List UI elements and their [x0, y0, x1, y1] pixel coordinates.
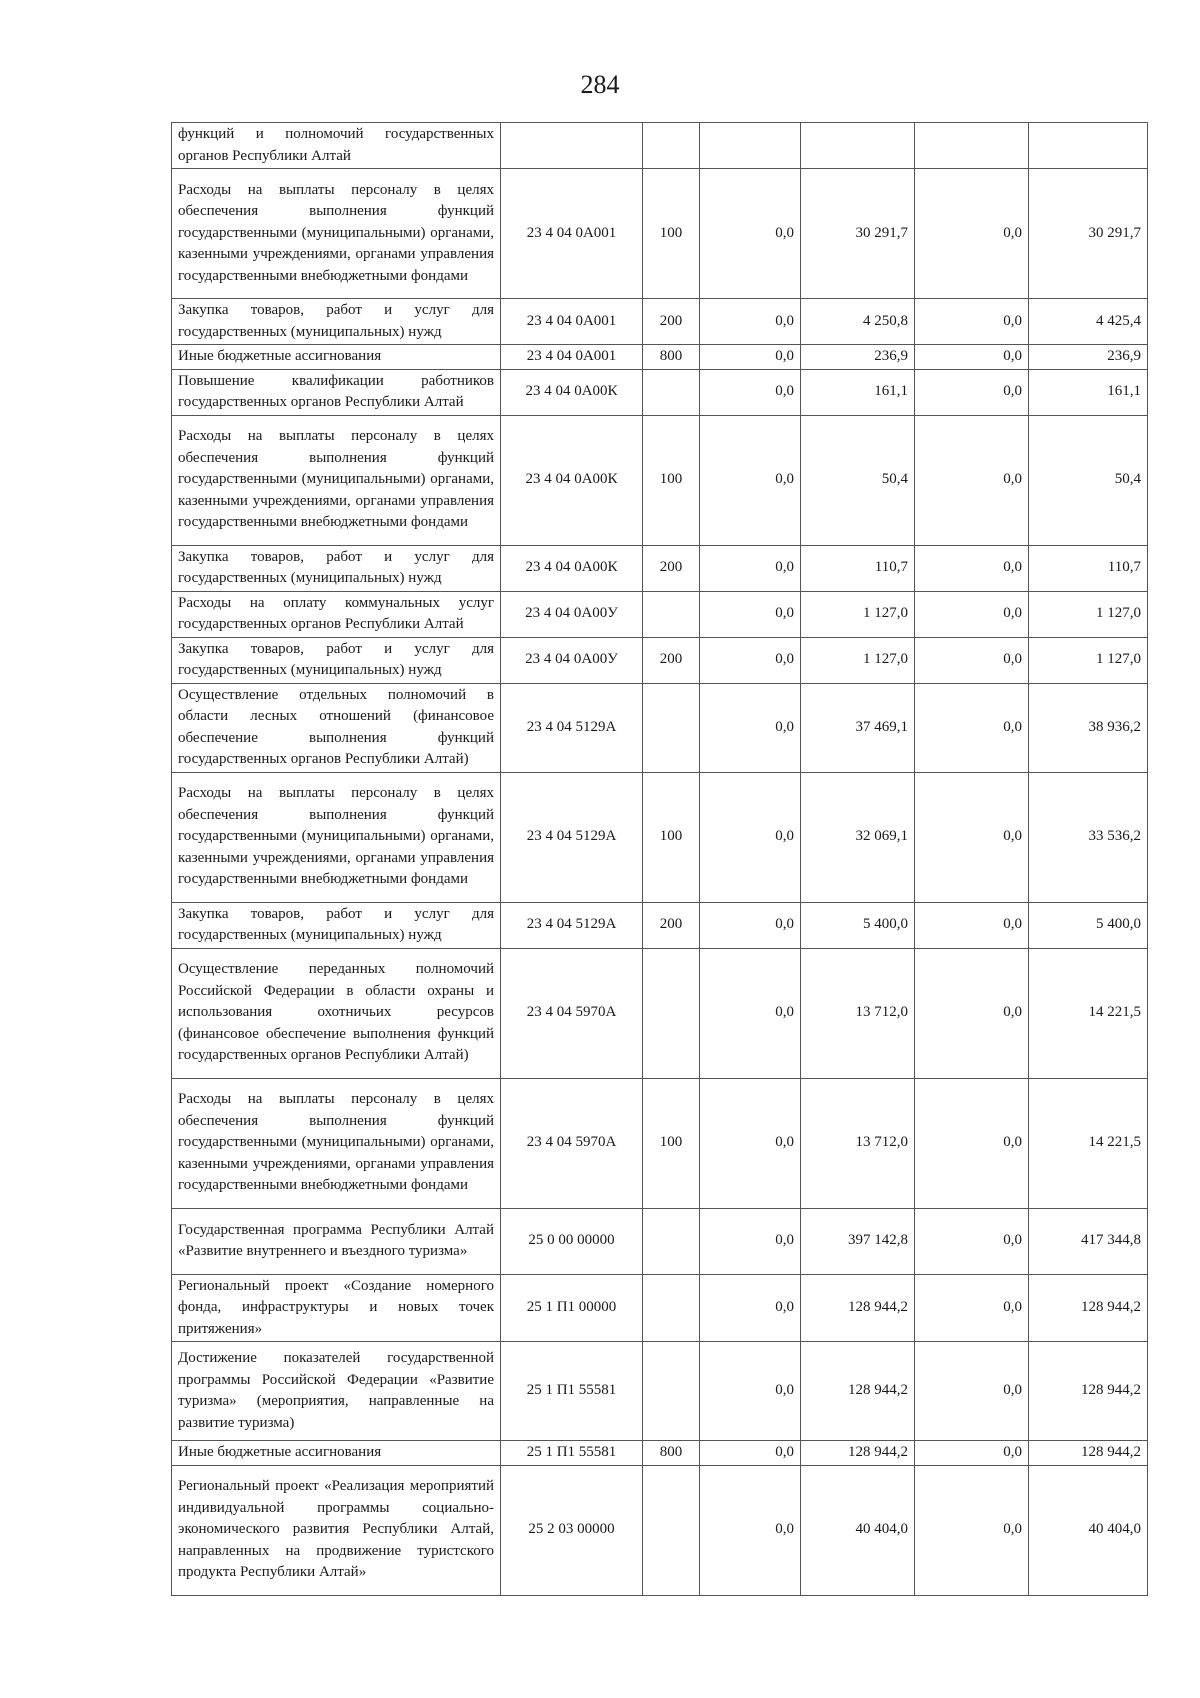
- table-row: [172, 299, 1148, 345]
- amount-cell: 0,0: [700, 772, 801, 902]
- amount-cell: 4 250,8: [801, 299, 915, 345]
- expense-type-code-cell: 200: [643, 902, 700, 948]
- target-article-code-cell: 25 2 03 00000: [501, 1465, 643, 1595]
- target-article-code-cell: 23 4 04 5970А: [501, 1078, 643, 1208]
- target-article-code-cell: 23 4 04 0А001: [501, 169, 643, 299]
- table-row: [172, 637, 1148, 683]
- target-article-code-cell: 23 4 04 0А001: [501, 299, 643, 345]
- item-name-cell: Расходы на выплаты персоналу в целях обеспечения выполнения функций государственными (муниципальными) органами, казенными учреждениями, органами управления государственными внебюджетными фондами: [172, 169, 501, 299]
- amount-cell: 0,0: [915, 369, 1029, 415]
- target-article-code-cell: 23 4 04 0А00У: [501, 637, 643, 683]
- amount-cell: 0,0: [700, 345, 801, 370]
- table-row: [172, 415, 1148, 545]
- item-name-cell: Закупка товаров, работ и услуг для государственных (муниципальных) нужд: [172, 637, 501, 683]
- target-article-code-cell: 23 4 04 5129А: [501, 902, 643, 948]
- amount-cell: 0,0: [700, 369, 801, 415]
- amount-cell: 1 127,0: [801, 591, 915, 637]
- table-body: [172, 123, 1148, 1596]
- expense-type-code-cell: 200: [643, 637, 700, 683]
- expense-type-code-cell: [643, 123, 700, 169]
- amount-cell: 38 936,2: [1029, 683, 1148, 772]
- amount-cell: 0,0: [700, 591, 801, 637]
- amount-cell: 128 944,2: [1029, 1441, 1148, 1466]
- amount-cell: 0,0: [915, 1208, 1029, 1274]
- amount-cell: 14 221,5: [1029, 1078, 1148, 1208]
- item-name-cell: Иные бюджетные ассигнования: [172, 345, 501, 370]
- amount-cell: 0,0: [700, 902, 801, 948]
- table-row: [172, 369, 1148, 415]
- amount-cell: 0,0: [915, 1465, 1029, 1595]
- target-article-code-cell: 23 4 04 5129А: [501, 772, 643, 902]
- amount-cell: 236,9: [801, 345, 915, 370]
- amount-cell: 0,0: [915, 683, 1029, 772]
- target-article-code-cell: 23 4 04 5129А: [501, 683, 643, 772]
- amount-cell: 1 127,0: [1029, 637, 1148, 683]
- target-article-code-cell: 25 1 П1 00000: [501, 1274, 643, 1342]
- amount-cell: 0,0: [915, 1342, 1029, 1441]
- expense-type-code-cell: [643, 369, 700, 415]
- item-name-cell: Региональный проект «Реализация мероприятий индивидуальной программы социально-экономического развития Республики Алтай, направленных на продвижение туристского продукта Республики Алтай»: [172, 1465, 501, 1595]
- amount-cell: 1 127,0: [1029, 591, 1148, 637]
- amount-cell: 33 536,2: [1029, 772, 1148, 902]
- amount-cell: 161,1: [1029, 369, 1148, 415]
- amount-cell: 30 291,7: [801, 169, 915, 299]
- amount-cell: 30 291,7: [1029, 169, 1148, 299]
- amount-cell: 5 400,0: [801, 902, 915, 948]
- expense-type-code-cell: [643, 1342, 700, 1441]
- budget-table: [171, 122, 1148, 1596]
- amount-cell: 128 944,2: [801, 1342, 915, 1441]
- amount-cell: 0,0: [915, 1441, 1029, 1466]
- amount-cell: 236,9: [1029, 345, 1148, 370]
- table-row: [172, 772, 1148, 902]
- amount-cell: 13 712,0: [801, 948, 915, 1078]
- table-row: [172, 902, 1148, 948]
- amount-cell: 1 127,0: [801, 637, 915, 683]
- amount-cell: 5 400,0: [1029, 902, 1148, 948]
- amount-cell: 40 404,0: [1029, 1465, 1148, 1595]
- amount-cell: 0,0: [915, 772, 1029, 902]
- amount-cell: 128 944,2: [801, 1274, 915, 1342]
- item-name-cell: Закупка товаров, работ и услуг для государственных (муниципальных) нужд: [172, 299, 501, 345]
- target-article-code-cell: 25 1 П1 55581: [501, 1441, 643, 1466]
- target-article-code-cell: 23 4 04 0А00У: [501, 591, 643, 637]
- expense-type-code-cell: 800: [643, 345, 700, 370]
- item-name-cell: Государственная программа Республики Алтай «Развитие внутреннего и въездного туризма»: [172, 1208, 501, 1274]
- table-row: [172, 169, 1148, 299]
- amount-cell: 417 344,8: [1029, 1208, 1148, 1274]
- amount-cell: 0,0: [915, 299, 1029, 345]
- amount-cell: 0,0: [915, 345, 1029, 370]
- amount-cell: 0,0: [915, 1078, 1029, 1208]
- expense-type-code-cell: 200: [643, 299, 700, 345]
- expense-type-code-cell: [643, 591, 700, 637]
- item-name-cell: Достижение показателей государственной программы Российской Федерации «Развитие туризма» (мероприятия, направленные на развитие туризма): [172, 1342, 501, 1441]
- amount-cell: 0,0: [915, 902, 1029, 948]
- expense-type-code-cell: 100: [643, 169, 700, 299]
- amount-cell: 0,0: [700, 1274, 801, 1342]
- amount-cell: 0,0: [915, 415, 1029, 545]
- expense-type-code-cell: [643, 1465, 700, 1595]
- amount-cell: 0,0: [915, 545, 1029, 591]
- amount-cell: 0,0: [700, 1208, 801, 1274]
- amount-cell: 110,7: [801, 545, 915, 591]
- amount-cell: 0,0: [700, 169, 801, 299]
- table-row: [172, 1465, 1148, 1595]
- amount-cell: 13 712,0: [801, 1078, 915, 1208]
- amount-cell: 128 944,2: [1029, 1342, 1148, 1441]
- item-name-cell: Осуществление отдельных полномочий в области лесных отношений (финансовое обеспечение выполнения функций государственных органов Республики Алтай): [172, 683, 501, 772]
- amount-cell: 0,0: [915, 948, 1029, 1078]
- table-row: [172, 545, 1148, 591]
- table-row: [172, 123, 1148, 169]
- target-article-code-cell: 23 4 04 0А00К: [501, 545, 643, 591]
- item-name-cell: Осуществление переданных полномочий Российской Федерации в области охраны и использования охотничьих ресурсов (финансовое обеспечение выполнения функций государственных органов Республики Алтай): [172, 948, 501, 1078]
- item-name-cell: Расходы на выплаты персоналу в целях обеспечения выполнения функций государственными (муниципальными) органами, казенными учреждениями, органами управления государственными внебюджетными фондами: [172, 772, 501, 902]
- amount-cell: 161,1: [801, 369, 915, 415]
- amount-cell: 110,7: [1029, 545, 1148, 591]
- amount-cell: 397 142,8: [801, 1208, 915, 1274]
- target-article-code-cell: 23 4 04 5970А: [501, 948, 643, 1078]
- amount-cell: 0,0: [700, 415, 801, 545]
- amount-cell: 0,0: [700, 299, 801, 345]
- amount-cell: 128 944,2: [801, 1441, 915, 1466]
- amount-cell: 14 221,5: [1029, 948, 1148, 1078]
- target-article-code-cell: 25 0 00 00000: [501, 1208, 643, 1274]
- expense-type-code-cell: 800: [643, 1441, 700, 1466]
- amount-cell: 0,0: [700, 1342, 801, 1441]
- target-article-code-cell: 25 1 П1 55581: [501, 1342, 643, 1441]
- amount-cell: [801, 123, 915, 169]
- amount-cell: 0,0: [915, 1274, 1029, 1342]
- table-row: [172, 948, 1148, 1078]
- table-row: [172, 1208, 1148, 1274]
- target-article-code-cell: [501, 123, 643, 169]
- amount-cell: 0,0: [700, 1078, 801, 1208]
- item-name-cell: Закупка товаров, работ и услуг для государственных (муниципальных) нужд: [172, 902, 501, 948]
- expense-type-code-cell: 100: [643, 772, 700, 902]
- item-name-cell: Закупка товаров, работ и услуг для государственных (муниципальных) нужд: [172, 545, 501, 591]
- amount-cell: [1029, 123, 1148, 169]
- expense-type-code-cell: [643, 948, 700, 1078]
- amount-cell: 128 944,2: [1029, 1274, 1148, 1342]
- amount-cell: 32 069,1: [801, 772, 915, 902]
- item-name-cell: Повышение квалификации работников государственных органов Республики Алтай: [172, 369, 501, 415]
- target-article-code-cell: 23 4 04 0А001: [501, 345, 643, 370]
- page-number: 284: [580, 70, 620, 99]
- amount-cell: 0,0: [915, 169, 1029, 299]
- amount-cell: 0,0: [700, 948, 801, 1078]
- item-name-cell: Расходы на выплаты персоналу в целях обеспечения выполнения функций государственными (муниципальными) органами, казенными учреждениями, органами управления государственными внебюджетными фондами: [172, 1078, 501, 1208]
- expense-type-code-cell: [643, 683, 700, 772]
- table-row: [172, 1441, 1148, 1466]
- amount-cell: [915, 123, 1029, 169]
- amount-cell: 37 469,1: [801, 683, 915, 772]
- amount-cell: [700, 123, 801, 169]
- expense-type-code-cell: 100: [643, 415, 700, 545]
- amount-cell: 0,0: [700, 1441, 801, 1466]
- table-row: [172, 591, 1148, 637]
- amount-cell: 0,0: [700, 545, 801, 591]
- table-row: [172, 345, 1148, 370]
- table-row: [172, 683, 1148, 772]
- amount-cell: 0,0: [915, 637, 1029, 683]
- amount-cell: 0,0: [700, 637, 801, 683]
- expense-type-code-cell: [643, 1274, 700, 1342]
- target-article-code-cell: 23 4 04 0А00К: [501, 415, 643, 545]
- table-row: [172, 1274, 1148, 1342]
- amount-cell: 50,4: [1029, 415, 1148, 545]
- amount-cell: 40 404,0: [801, 1465, 915, 1595]
- amount-cell: 0,0: [915, 591, 1029, 637]
- amount-cell: 0,0: [700, 1465, 801, 1595]
- amount-cell: 50,4: [801, 415, 915, 545]
- item-name-cell: Расходы на оплату коммунальных услуг государственных органов Республики Алтай: [172, 591, 501, 637]
- item-name-cell: функций и полномочий государственных органов Республики Алтай: [172, 123, 501, 169]
- target-article-code-cell: 23 4 04 0А00К: [501, 369, 643, 415]
- amount-cell: 0,0: [700, 683, 801, 772]
- item-name-cell: Иные бюджетные ассигнования: [172, 1441, 501, 1466]
- item-name-cell: Расходы на выплаты персоналу в целях обеспечения выполнения функций государственными (муниципальными) органами, казенными учреждениями, органами управления государственными внебюджетными фондами: [172, 415, 501, 545]
- item-name-cell: Региональный проект «Создание номерного фонда, инфраструктуры и новых точек притяжения»: [172, 1274, 501, 1342]
- table-row: [172, 1342, 1148, 1441]
- expense-type-code-cell: [643, 1208, 700, 1274]
- table-row: [172, 1078, 1148, 1208]
- amount-cell: 4 425,4: [1029, 299, 1148, 345]
- expense-type-code-cell: 200: [643, 545, 700, 591]
- expense-type-code-cell: 100: [643, 1078, 700, 1208]
